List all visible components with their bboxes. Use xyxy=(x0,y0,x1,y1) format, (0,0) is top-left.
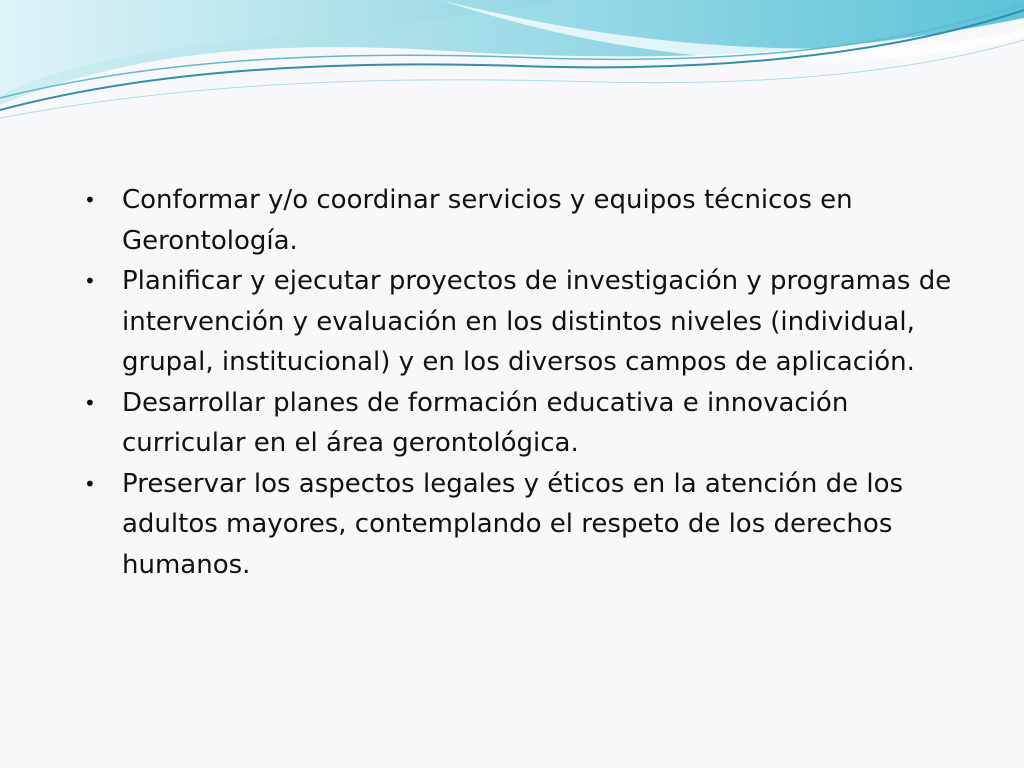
bullet-marker: • xyxy=(84,471,96,496)
bullet-item-2 xyxy=(80,261,960,383)
bullet-marker: • xyxy=(84,188,96,212)
bullet-text: Planificar y ejecutar proyectos de investigación y programas de intervención y evaluación en los distintos niveles (individual, grupal, institucional) y en los diversos campos de aplicación. xyxy=(122,266,952,377)
bullet-text: Conformar y/o coordinar servicios y equipos técnicos en Gerontología. xyxy=(122,185,853,256)
bullet-marker: • xyxy=(84,390,96,415)
bullet-item-1 xyxy=(80,180,960,261)
decorative-wave-header xyxy=(0,0,1024,130)
bullet-text: Desarrollar planes de formación educativa e innovación curricular en el área gerontológica. xyxy=(122,387,849,458)
bullet-item-4 xyxy=(80,464,960,586)
bullet-marker: • xyxy=(84,269,96,293)
bullet-text: Preservar los aspectos legales y éticos en la atención de los adultos mayores, contemplando el respeto de los derechos humanos. xyxy=(122,468,904,580)
bullet-item-3 xyxy=(80,383,960,464)
bullet-list xyxy=(80,180,960,585)
